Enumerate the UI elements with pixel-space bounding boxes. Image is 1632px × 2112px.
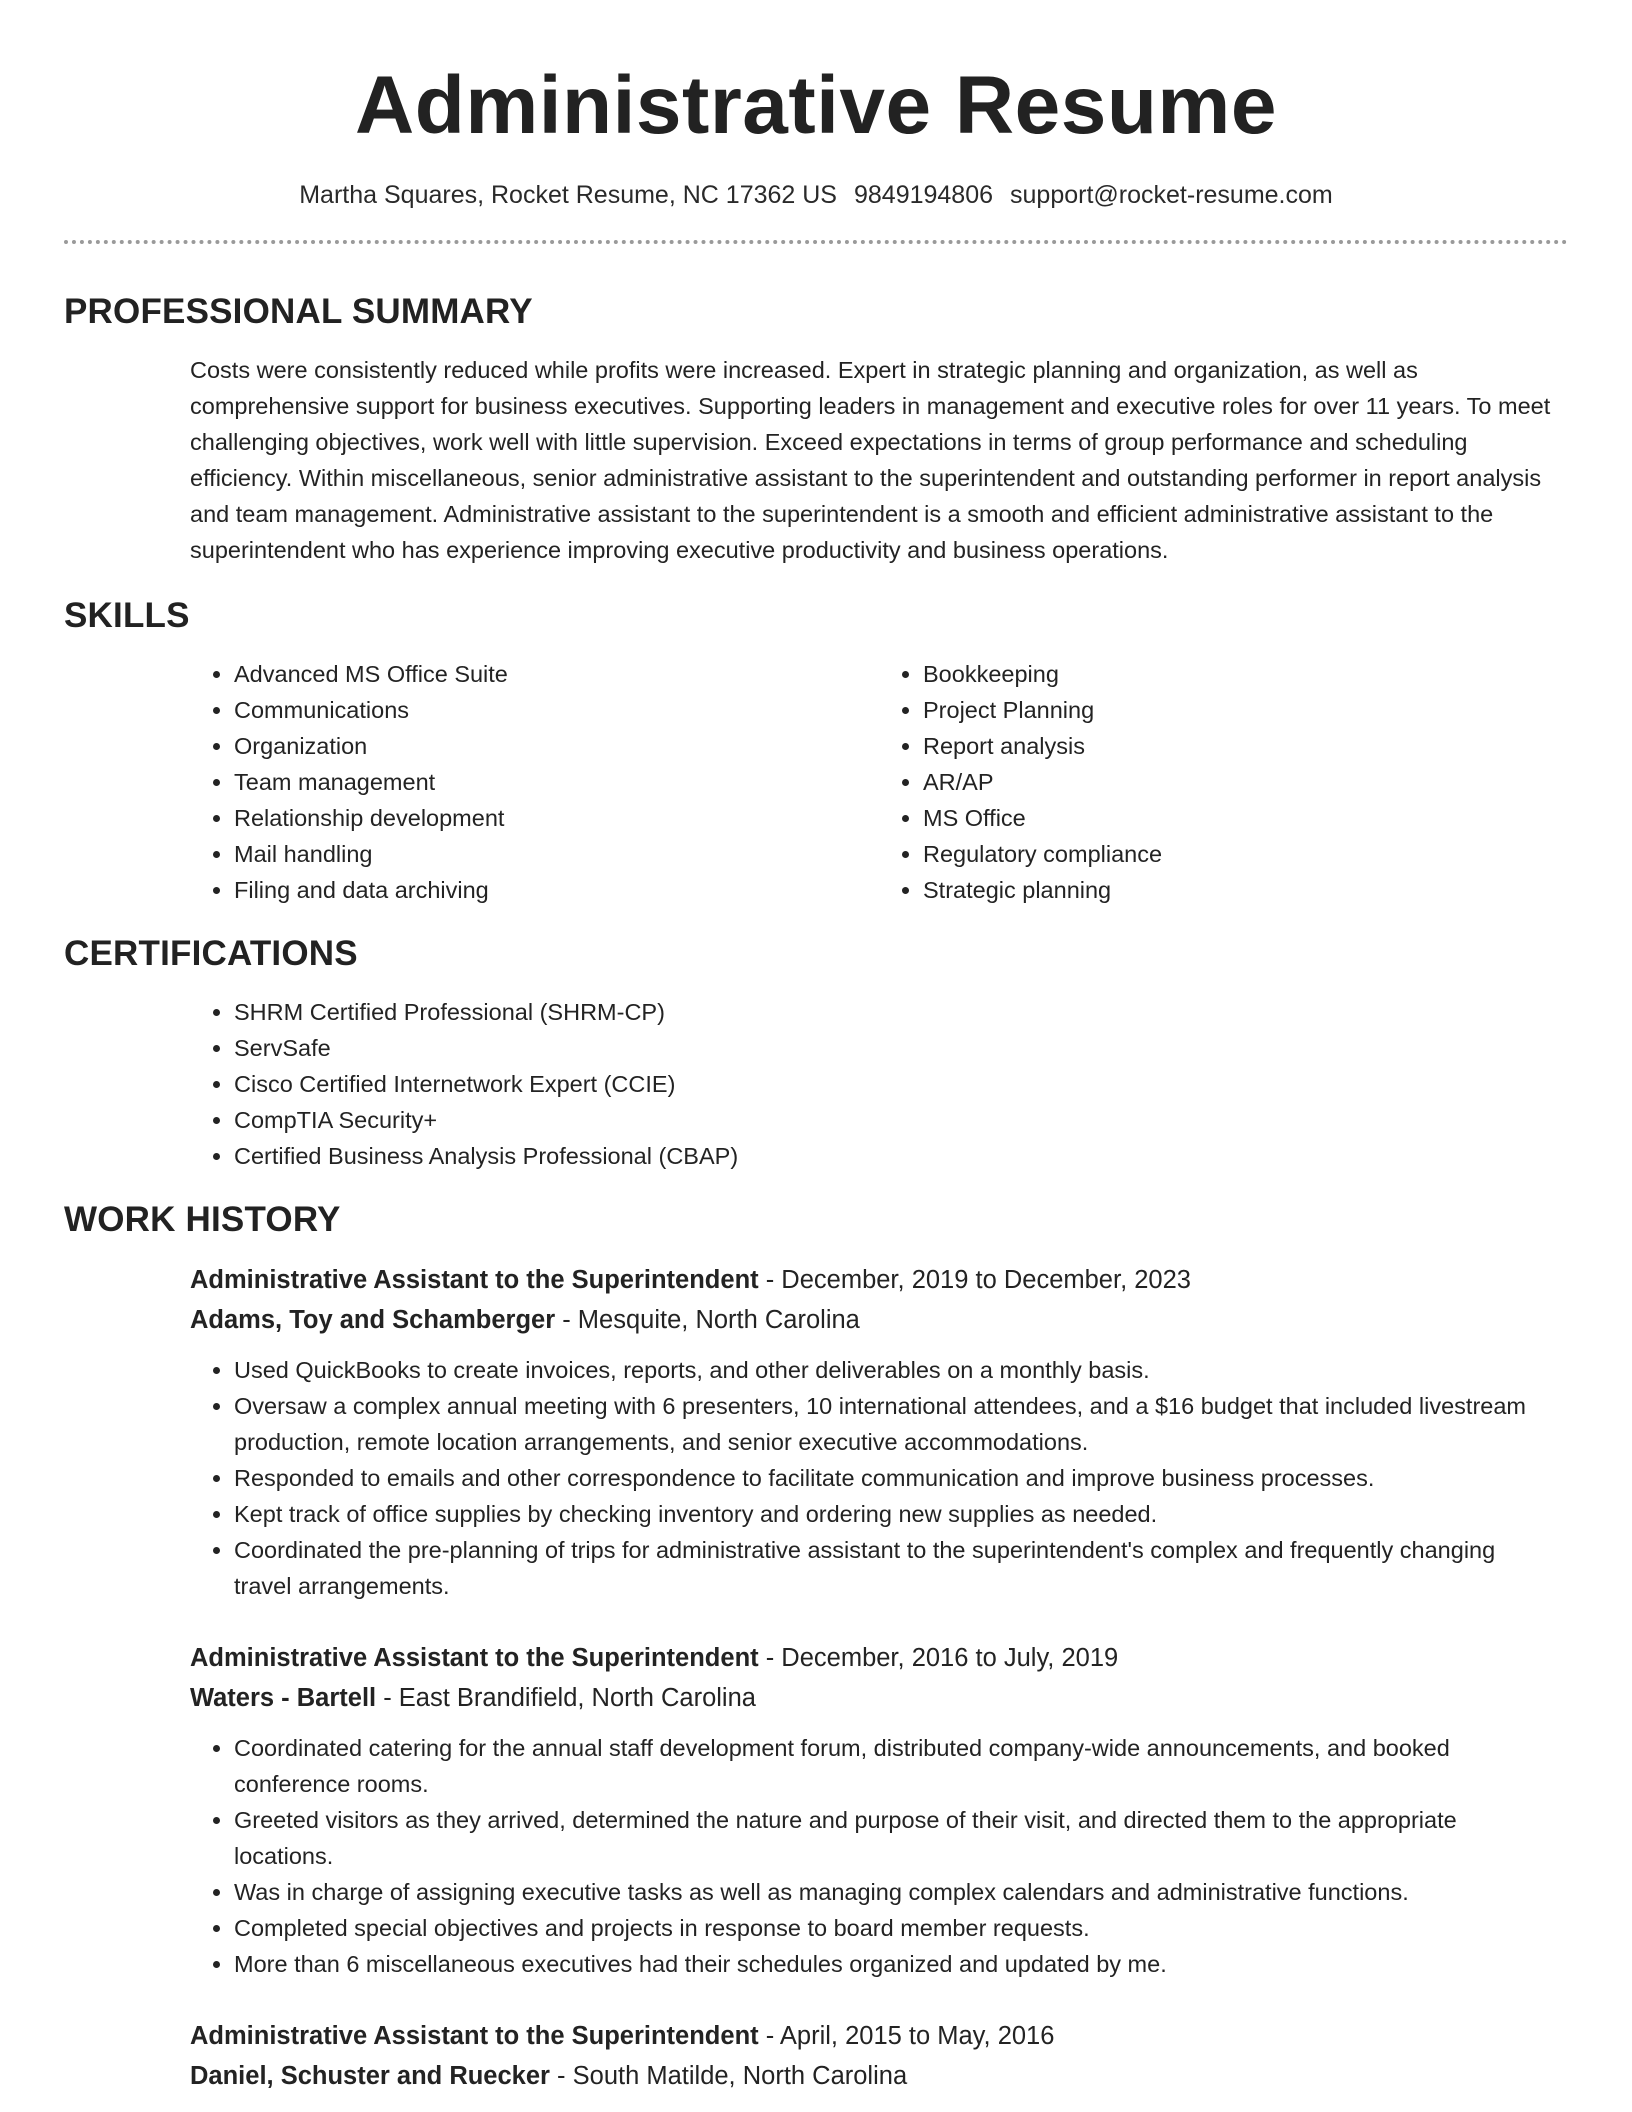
skill-item: • Organization [234, 728, 879, 764]
job-bullet-list [190, 1730, 1568, 1982]
resume-page [64, 0, 1568, 2096]
job-entry [190, 2016, 1568, 2096]
job-entry [190, 1638, 1568, 1982]
job-company: Adams, Toy and Schamberger [190, 1306, 556, 1334]
work-history-heading: WORK HISTORY [64, 1200, 341, 1239]
contact-email[interactable]: support@rocket-resume.com [1010, 181, 1333, 209]
job-bullet: • Greeted visitors as they arrived, determined the nature and purpose of their visit, and directed them to the appropriate locations. [234, 1802, 1528, 1874]
summary-text: Costs were consistently reduced while profits were increased. Expert in strategic planning and organization, as well as comprehensive support for business executives. Supporting leaders in management and executive roles for over 11 years. To meet challenging objectives, work well with little supervision. Exceed expectations in terms of group performance and scheduling efficiency. Within miscellaneous, senior administrative assistant to the superintendent and outstanding performer in report analysis and team management. Administrative assistant to the superintendent is a smooth and efficient administrative assistant to the superintendent who has experience improving executive productivity and business operations. [190, 357, 1551, 563]
job-bullet: • Used QuickBooks to create invoices, reports, and other deliverables on a monthly basis. [234, 1352, 1528, 1388]
job-bullet: • Oversaw a complex annual meeting with 6 presenters, 10 international attendees, and a $16 budget that included livestream production, remote location arrangements, and senior executive accommodations. [234, 1388, 1528, 1460]
skill-item: • Relationship development [234, 800, 879, 836]
contact-phone: 9849194806 [853, 181, 994, 209]
header-divider [64, 240, 1568, 244]
skills-list-right [879, 656, 1568, 908]
job-bullet: • Responded to emails and other correspondence to facilitate communication and improve business processes. [234, 1460, 1528, 1496]
skill-item: • Report analysis [923, 728, 1568, 764]
job-location: - East Brandifield, North Carolina [376, 1684, 756, 1712]
job-title-line [190, 1638, 1568, 1678]
skill-item: • Strategic planning [923, 872, 1568, 908]
job-bullet-list [190, 1352, 1568, 1604]
job-company: Waters - Bartell [190, 1684, 377, 1712]
job-title: Administrative Assistant to the Superintendent [190, 2022, 759, 2050]
job-company-line [190, 1678, 1568, 1718]
job-bullet: • More than 6 miscellaneous executives had their schedules organized and updated by me. [234, 1946, 1528, 1982]
contact-line [64, 178, 1568, 212]
skill-item: • Team management [234, 764, 879, 800]
job-bullet: • Kept track of office supplies by checking inventory and ordering new supplies as needed. [234, 1496, 1528, 1532]
skill-item: • Bookkeeping [923, 656, 1568, 692]
job-title: Administrative Assistant to the Superintendent [190, 1266, 759, 1294]
skill-item: • MS Office [923, 800, 1568, 836]
job-bullet: • Completed special objectives and projects in response to board member requests. [234, 1910, 1528, 1946]
job-dates: - December, 2016 to July, 2019 [758, 1644, 1119, 1672]
skill-item: • Regulatory compliance [923, 836, 1568, 872]
skill-item: • Advanced MS Office Suite [234, 656, 879, 692]
certification-item: • CompTIA Security+ [234, 1102, 1568, 1138]
job-company-line [190, 1300, 1568, 1340]
skill-item: • Project Planning [923, 692, 1568, 728]
job-entry [190, 1260, 1568, 1604]
job-location: - Mesquite, North Carolina [555, 1306, 860, 1334]
job-title: Administrative Assistant to the Superintendent [190, 1644, 759, 1672]
certification-item: • SHRM Certified Professional (SHRM-CP) [234, 994, 1568, 1030]
skills-heading: SKILLS [64, 596, 190, 635]
skill-item: • Mail handling [234, 836, 879, 872]
summary-heading: PROFESSIONAL SUMMARY [64, 292, 533, 331]
job-dates: - April, 2015 to May, 2016 [758, 2022, 1055, 2050]
job-title-line [190, 1260, 1568, 1300]
job-bullet: • Was in charge of assigning executive tasks as well as managing complex calendars and administrative functions. [234, 1874, 1528, 1910]
job-company-line [190, 2056, 1568, 2096]
certifications-heading: CERTIFICATIONS [64, 934, 358, 973]
contact-address: Martha Squares, Rocket Resume, NC 17362 US [299, 181, 837, 209]
certifications-block [190, 994, 1568, 1174]
job-dates: - December, 2019 to December, 2023 [758, 1266, 1191, 1294]
skill-item: • Communications [234, 692, 879, 728]
resume-title: Administrative Resume [355, 60, 1277, 151]
skill-item: • Filing and data archiving [234, 872, 879, 908]
certification-item: • ServSafe [234, 1030, 1568, 1066]
job-bullet: • Coordinated the pre-planning of trips for administrative assistant to the superintendent's complex and frequently changing travel arrangements. [234, 1532, 1528, 1604]
certification-item: • Certified Business Analysis Professional (CBAP) [234, 1138, 1568, 1174]
skills-list-left [190, 656, 879, 908]
job-bullet: • Coordinated catering for the annual staff development forum, distributed company-wide announcements, and booked conference rooms. [234, 1730, 1528, 1802]
certifications-list [190, 994, 1568, 1174]
job-title-line [190, 2016, 1568, 2056]
job-location: - South Matilde, North Carolina [549, 2062, 908, 2090]
certification-item: • Cisco Certified Internetwork Expert (CCIE) [234, 1066, 1568, 1102]
skills-columns [190, 656, 1568, 908]
skill-item: • AR/AP [923, 764, 1568, 800]
job-company: Daniel, Schuster and Ruecker [190, 2062, 550, 2090]
